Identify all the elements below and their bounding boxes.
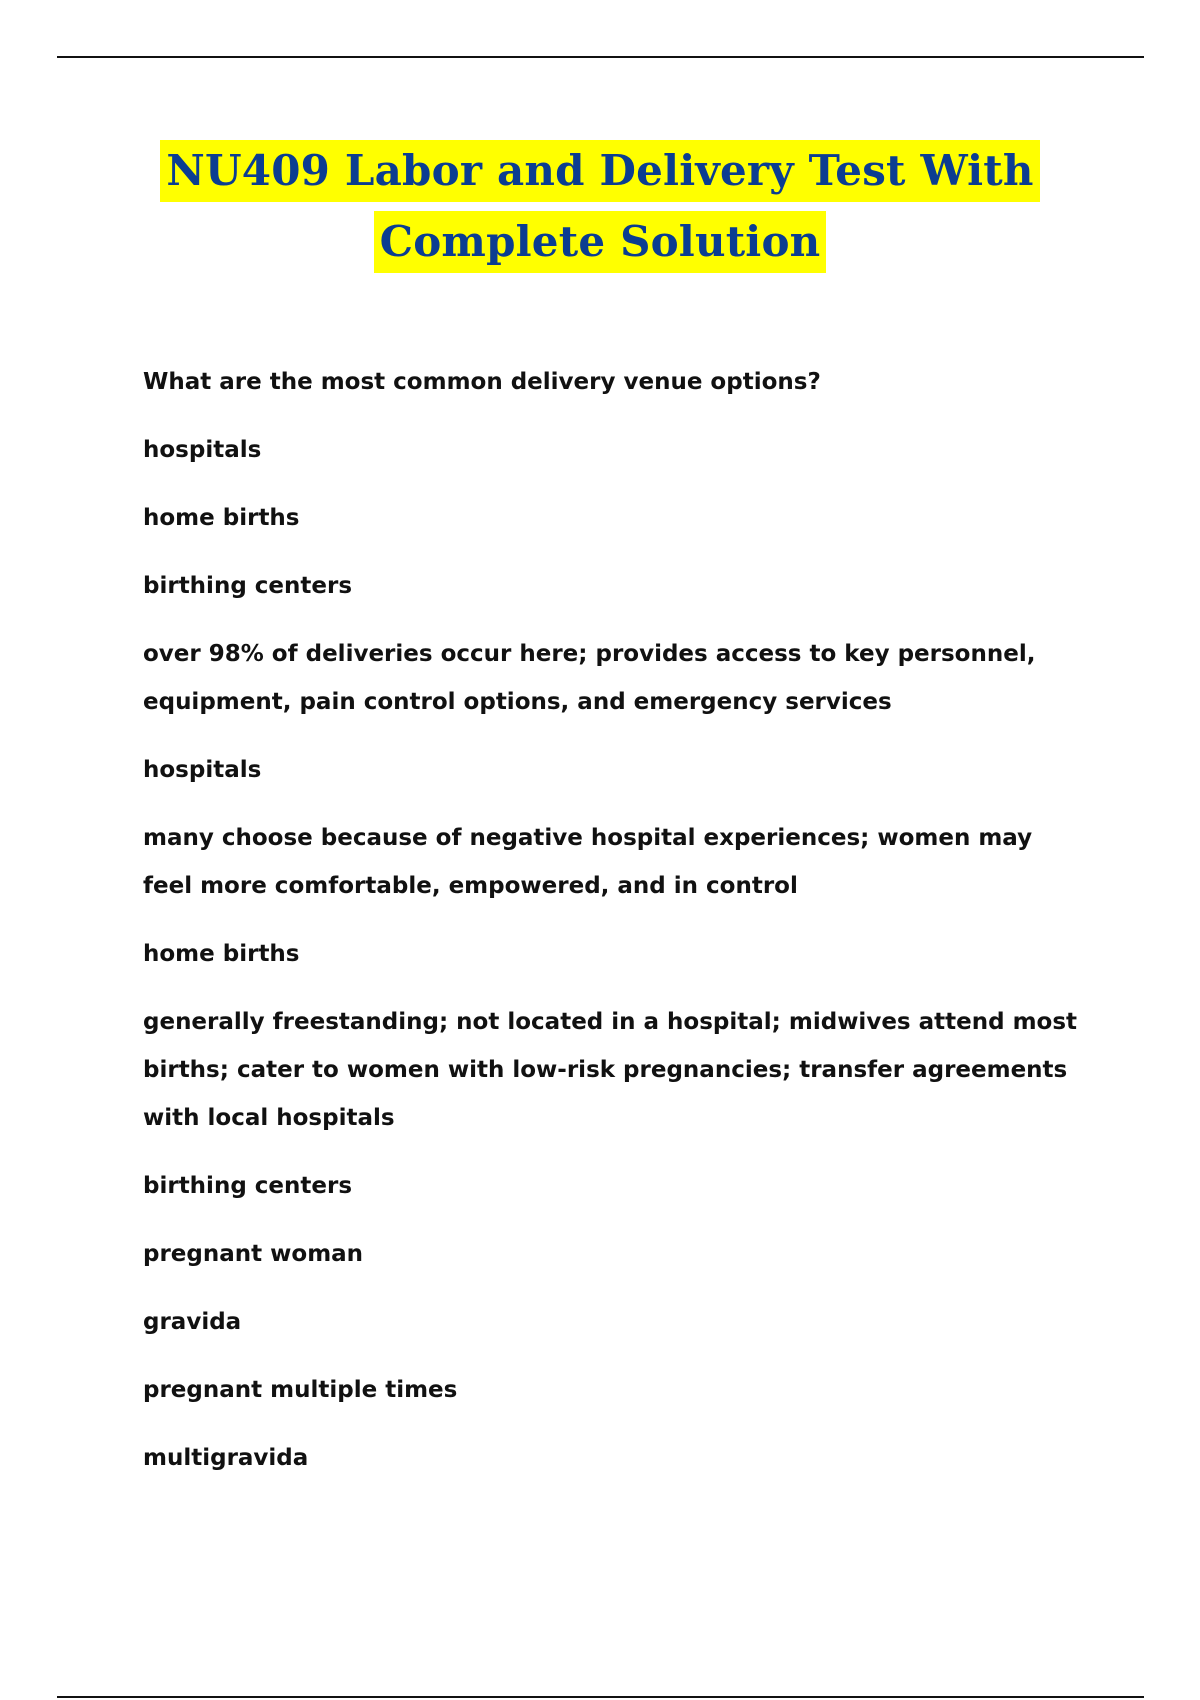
- qa-list: [143, 358, 1088, 1502]
- answer-text: birthing centers: [143, 1173, 353, 1199]
- question-text: many choose because of negative hospital experiences; women may feel more comfortable, empowered, and in control: [143, 825, 1033, 899]
- answer-text: hospitals: [143, 757, 262, 783]
- answer-text: home births: [143, 505, 300, 531]
- title-line-2: Complete Solution: [374, 211, 827, 273]
- bottom-rule: [57, 1696, 1144, 1698]
- answer-text: hospitals: [143, 437, 262, 463]
- title-line-1: NU409 Labor and Delivery Test With: [160, 140, 1039, 202]
- question-text: pregnant woman: [143, 1241, 364, 1267]
- top-rule: [57, 56, 1144, 58]
- answer-text: gravida: [143, 1309, 242, 1335]
- answer-text: home births: [143, 941, 300, 967]
- question-text: What are the most common delivery venue options?: [143, 369, 821, 395]
- answer-text: multigravida: [143, 1445, 309, 1471]
- answer-text: birthing centers: [143, 573, 353, 599]
- document-title: [0, 140, 1200, 282]
- question-text: generally freestanding; not located in a hospital; midwives attend most births; cater to women with low-risk pregnancies; transfer agreements with local hospitals: [143, 1009, 1078, 1131]
- question-text: over 98% of deliveries occur here; provides access to key personnel, equipment, pain control options, and emergency services: [143, 641, 1036, 715]
- question-text: pregnant multiple times: [143, 1377, 458, 1403]
